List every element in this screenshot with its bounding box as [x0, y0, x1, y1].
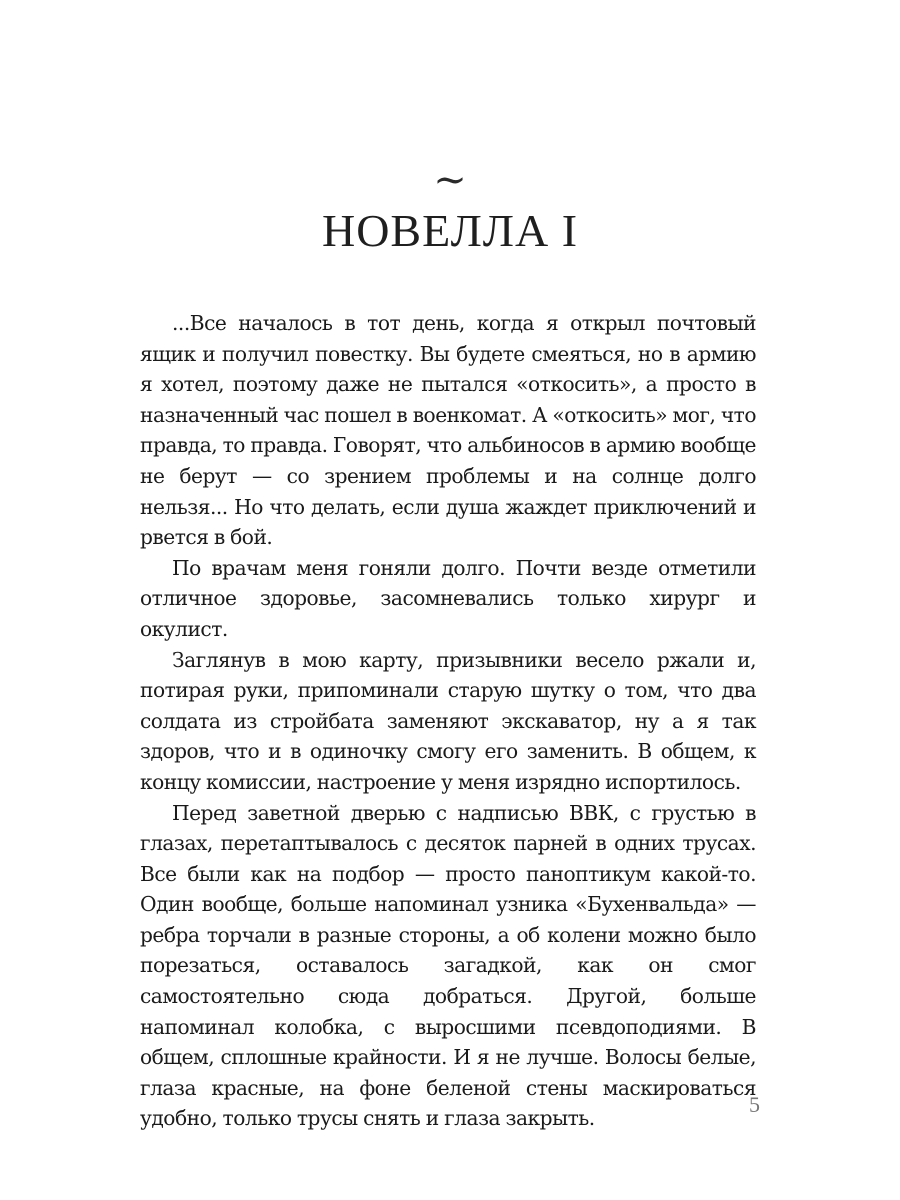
body-text — [140, 308, 756, 1134]
paragraph: ...Все началось в тот день, когда я открыл почтовый ящик и получил повестку. Вы будете смеяться, но в армию я хотел, поэтому даже не пытался «откосить», а просто в назначенный час пошел в военкомат. А «откосить» мог, что правда, то правда. Говорят, что альбиносов в армию вообще не берут — со зрением проблемы и на солнце долго нельзя... Но что делать, если душа жаждет приключений и рвется в бой. — [140, 311, 756, 550]
paragraph: Заглянув в мою карту, призывники весело ржали и, потирая руки, припоминали старую шутку о том, что два солдата из стройбата заменяют экскаватор, ну а я так здоров, что и в одиночку смогу его заменить. В общем, к концу комиссии, настроение у меня изрядно испортилось. — [140, 647, 756, 794]
paragraph: Перед заветной дверью с надписью ВВК, с грустью в глазах, перетаптывалось с десяток парней в одних трусах. Все были как на подбор — просто паноптикум какой-то. Один вообще, больше напоминал узника «Бухенвальда» — ребра торчали в разные стороны, а об колени можно было порезаться, оставалось загадкой, как он смог самостоятельно сюда добраться. Другой, больше напоминал колобка, с выросшими псевдоподиями. В общем, сплошные крайности. И я не лучше. Волосы белые, глаза красные, на фоне беленой стены маскироваться удобно, только трусы снять и глаза закрыть. — [140, 800, 756, 1131]
paragraph: По врачам меня гоняли долго. Почти везде отметили отличное здоровье, засомневались только хирург и окулист. — [140, 555, 756, 641]
chapter-title: НОВЕЛЛА I — [321, 205, 579, 256]
tilde-ornament: ~ — [433, 157, 467, 203]
page-number: 5 — [749, 1092, 760, 1117]
